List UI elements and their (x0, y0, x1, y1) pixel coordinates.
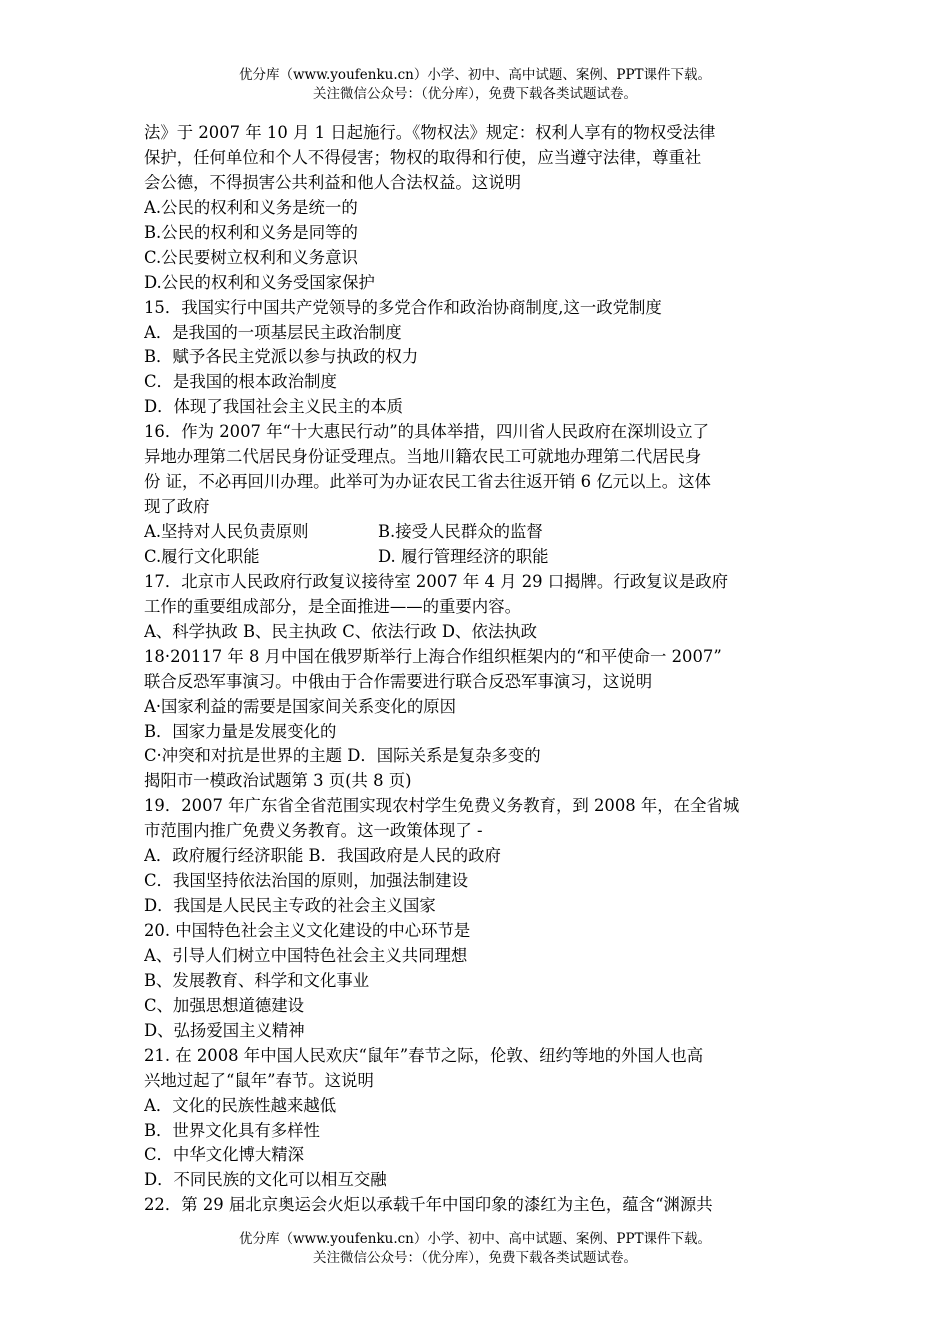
option-line: A·国家利益的需要是国家间关系变化的原因 (144, 696, 457, 716)
text-line: 兴地过起了“鼠年”春节。这说明 (144, 1070, 374, 1090)
option-line: A、引导人们树立中国特色社会主义共同理想 (144, 945, 468, 965)
question-19: 19．2007 年广东省全省范围实现农村学生免费义务教育，到 2008 年，在全省城 (144, 796, 740, 816)
question-17: 17．北京市人民政府行政复议接待室 2007 年 4 月 29 口揭牌。行政复议是政府 (144, 571, 729, 591)
footer-line-2: 关注微信公众号：（优分库），免费下载各类试题试卷。 (313, 1250, 637, 1266)
text-line: 异地办理第二代居民身份证受理点。当地川籍农民工可就地办理第二代居民身 (144, 447, 702, 467)
page-header (0, 66, 950, 104)
option-line: A．政府履行经济职能 B．我国政府是人民的政府 (144, 846, 501, 866)
option-d: D. 履行管理经济的职能 (378, 546, 549, 566)
header-line-1: 优分库（www.youfenku.cn）小学、初中、高中试题、案例、PPT课件下载。 (238, 67, 712, 83)
option-line: D、弘扬爱国主义精神 (144, 1020, 305, 1040)
option-c: C.履行文化职能 (144, 546, 260, 566)
text-line: 工作的重要组成部分，是全面推进——的重要内容。 (144, 596, 521, 616)
option-line: B.公民的权利和义务是同等的 (144, 222, 358, 242)
option-line: A.公民的权利和义务是统一的 (144, 197, 358, 217)
option-line: C．中华文化博大精深 (144, 1145, 305, 1165)
question-21: 21. 在 2008 年中国人民欢庆“鼠年”春节之际，伦敦、纽约等地的外国人也高 (144, 1045, 704, 1065)
option-line: C·冲突和对抗是世界的主题 D．国际关系是复杂多变的 (144, 746, 541, 766)
question-18: 18·20117 年 8 月中国在俄罗斯举行上海合作组织框架内的“和平使命一 2007” (144, 646, 722, 666)
page-number-note: 揭阳市一模政治试题第 3 页(共 8 页) (144, 771, 412, 791)
option-a: A.坚持对人民负责原则 (144, 522, 309, 541)
option-line: D．我国是人民民主专政的社会主义国家 (144, 896, 436, 916)
option-line: D．不同民族的文化可以相互交融 (144, 1170, 387, 1190)
option-line: D．体现了我国社会主义民主的本质 (144, 397, 403, 417)
option-line: B．世界文化具有多样性 (144, 1120, 320, 1140)
text-line: 市范围内推广免费义务教育。这一政策体现了 - (144, 821, 483, 841)
page-footer (0, 1230, 950, 1268)
question-15: 15．我国实行中国共产党领导的多党合作和政治协商制度,这一政党制度 (144, 297, 662, 317)
text-line: 会公德，不得损害公共利益和他人合法权益。这说明 (144, 172, 521, 192)
question-20: 20. 中国特色社会主义文化建设的中心环节是 (144, 921, 471, 940)
option-line: B、发展教育、科学和文化事业 (144, 970, 370, 990)
option-line: C、加强思想道德建设 (144, 995, 305, 1015)
text-line: 保护，任何单位和个人不得侵害；物权的取得和行使，应当遵守法律，尊重社 (144, 147, 702, 167)
option-line: A．文化的民族性越来越低 (144, 1095, 337, 1115)
text-line: 现了政府 (144, 497, 210, 517)
text-line: 份 证，不必再回川办理。此举可为办证农民工省去往返开销 6 亿元以上。这体 (144, 472, 711, 492)
option-line: A．是我国的一项基层民主政治制度 (144, 322, 402, 342)
text-line: 法》于 2007 年 10 月 1 日起施行。《物权法》规定：权利人享有的物权受法律 (144, 123, 716, 142)
option-line: A、科学执政 B、民主执政 C、依法行政 D、依法执政 (144, 621, 538, 641)
header-line-2: 关注微信公众号：（优分库），免费下载各类试题试卷。 (313, 86, 637, 102)
text-line: 联合反恐军事演习。中俄由于合作需要进行联合反恐军事演习，这说明 (144, 671, 653, 691)
option-pair (144, 545, 814, 570)
option-line: B．国家力量是发展变化的 (144, 721, 337, 741)
option-line: D.公民的权利和义务受国家保护 (144, 272, 375, 292)
option-b: B.接受人民群众的监督 (378, 522, 543, 541)
footer-line-1: 优分库（www.youfenku.cn）小学、初中、高中试题、案例、PPT课件下载。 (238, 1231, 712, 1247)
question-16: 16．作为 2007 年“十大惠民行动”的具体举措，四川省人民政府在深圳设立了 (144, 422, 710, 442)
question-22: 22．第 29 届北京奥运会火炬以承载千年中国印象的漆红为主色，蕴含“渊源共 (144, 1195, 713, 1215)
option-pair (144, 520, 814, 545)
option-line: B．赋予各民主党派以参与执政的权力 (144, 347, 419, 367)
option-line: C．是我国的根本政治制度 (144, 372, 337, 392)
option-line: C.公民要树立权利和义务意识 (144, 247, 358, 267)
option-line: C．我国坚持依法治国的原则，加强法制建设 (144, 871, 468, 891)
exam-body (144, 121, 814, 1218)
